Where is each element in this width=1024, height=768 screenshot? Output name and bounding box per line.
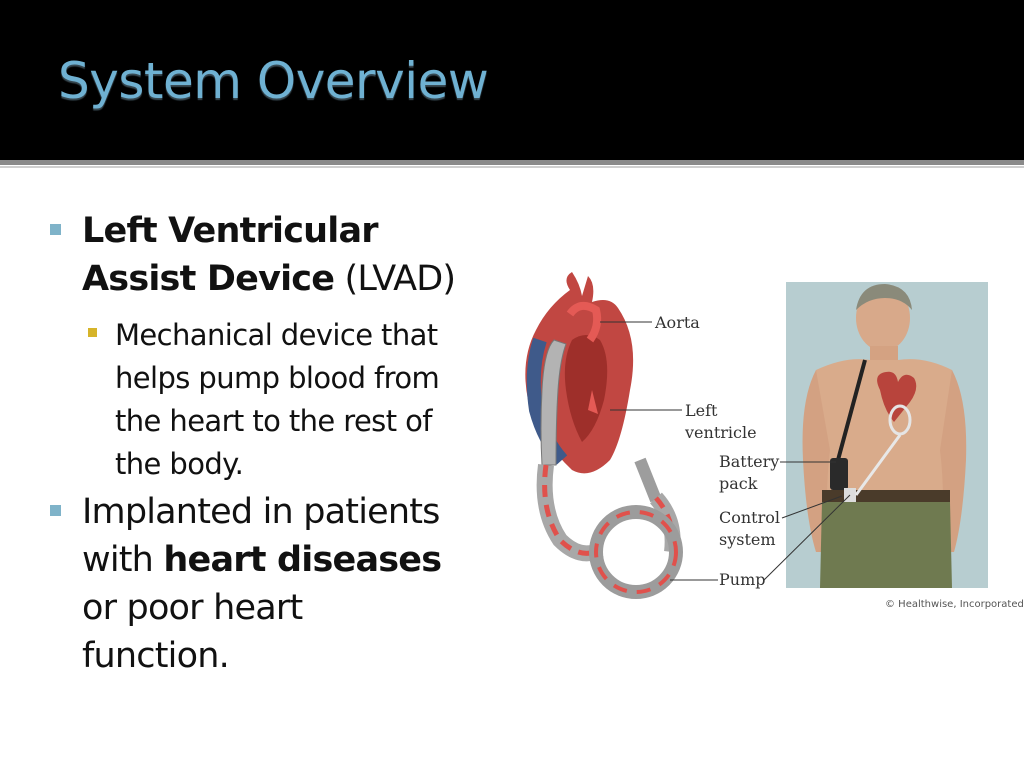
sub-bullet-text [115,314,515,486]
label-battery: Battery [719,452,780,471]
label-pack: pack [719,474,758,493]
lvad-figure [500,270,1000,600]
header-divider-thin [0,166,1024,168]
label-ventricle: ventricle [685,423,757,442]
bullet-implanted-line1: Implanted in patients [82,492,440,532]
label-system: system [719,530,776,549]
bullet-lvad-bold: Assist Device [82,259,335,299]
sub-bullet-square-icon [88,328,97,337]
label-pump: Pump [719,570,766,589]
copyright-notice: © Healthwise, Incorporated [885,599,1024,610]
slide-title: System Overview [58,52,489,110]
sub-bullet-line: Mechanical device that [115,318,438,352]
bullet-lvad-text [82,207,455,303]
bullet-implanted-with: with [82,540,164,580]
bullet-implanted-line2 [82,536,502,584]
label-aorta: Aorta [655,313,700,332]
bullet-square-icon [50,224,61,235]
heart-illustration [525,272,676,592]
header-divider [0,160,1024,165]
label-control: Control [719,508,781,527]
bullet-implanted-text [82,488,502,680]
bullet-implanted-bold: heart diseases [163,540,442,580]
sub-bullet-line: the body. [115,447,244,481]
bullet-implanted-line3: or poor heart [82,588,303,628]
bullet-implanted-line4: function. [82,636,229,676]
bullet-lvad-line2 [82,255,455,303]
bullet-lvad-line1: Left Ventricular [82,211,378,251]
bullet-square-icon [50,505,61,516]
header-bar [0,0,1024,160]
bullet-lvad-abbrev: (LVAD) [334,259,456,299]
sub-bullet-line: helps pump blood from [115,361,440,395]
label-left: Left [685,401,718,420]
sub-bullet-line: the heart to the rest of [115,404,432,438]
